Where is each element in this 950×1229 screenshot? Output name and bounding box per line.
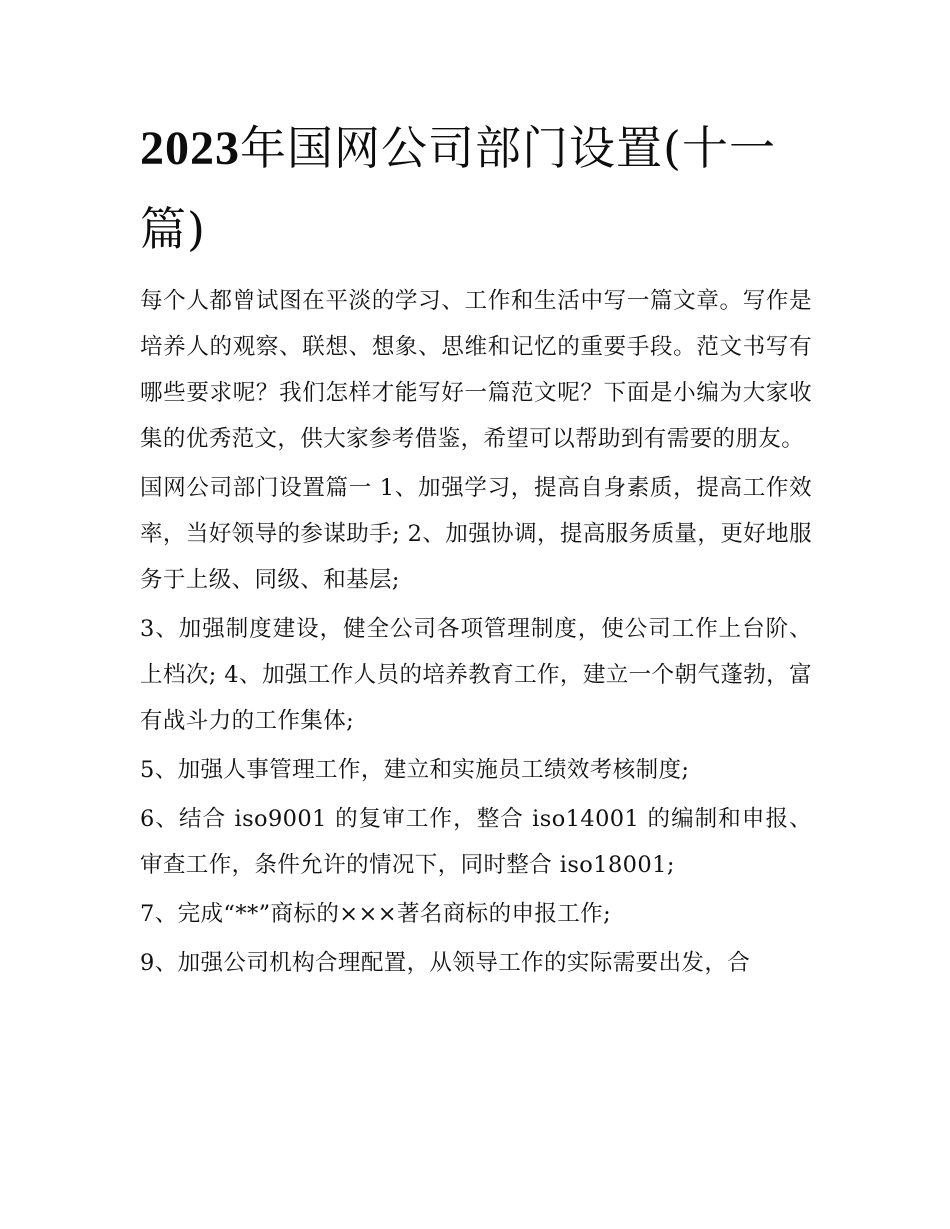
paragraph-item-3-4: 3、加强制度建设，健全公司各项管理制度，使公司工作上台阶、上档次; 4、加强工作人员的培养教育工作，建立一个朝气蓬勃，富有战斗力的工作集体; (140, 616, 812, 734)
document-title (140, 108, 820, 269)
paragraph-item-7: 7、完成“**”商标的×××著名商标的申报工作; (140, 901, 612, 927)
title-year: 2023 (140, 122, 240, 175)
paragraph-item-6: 6、结合 iso9001 的复审工作，整合 iso14001 的编制和申报、审查工作，条件允许的情况下，同时整合 iso18001; (140, 806, 812, 878)
title-text: 年国网公司部门设置(十一篇) (140, 121, 776, 256)
paragraph-item-5: 5、加强人事管理工作，建立和实施员工绩效考核制度; (140, 757, 690, 783)
paragraph-item-9: 9、加强公司机构合理配置，从领导工作的实际需要出发，合 (140, 950, 751, 976)
document-body (140, 278, 812, 989)
paragraph-item-1-2: 国网公司部门设置篇一 1、加强学习，提高自身素质，提高工作效率，当好领导的参谋助手; 2、加强协调，提高服务质量，更好地服务于上级、同级、和基层; (140, 475, 812, 593)
intro-paragraph: 每个人都曾试图在平淡的学习、工作和生活中写一篇文章。写作是培养人的观察、联想、想象、思维和记忆的重要手段。范文书写有哪些要求呢？我们怎样才能写好一篇范文呢？下面是小编为大家收集的优秀范文，供大家参考借鉴，希望可以帮助到有需要的朋友。 (140, 288, 812, 452)
